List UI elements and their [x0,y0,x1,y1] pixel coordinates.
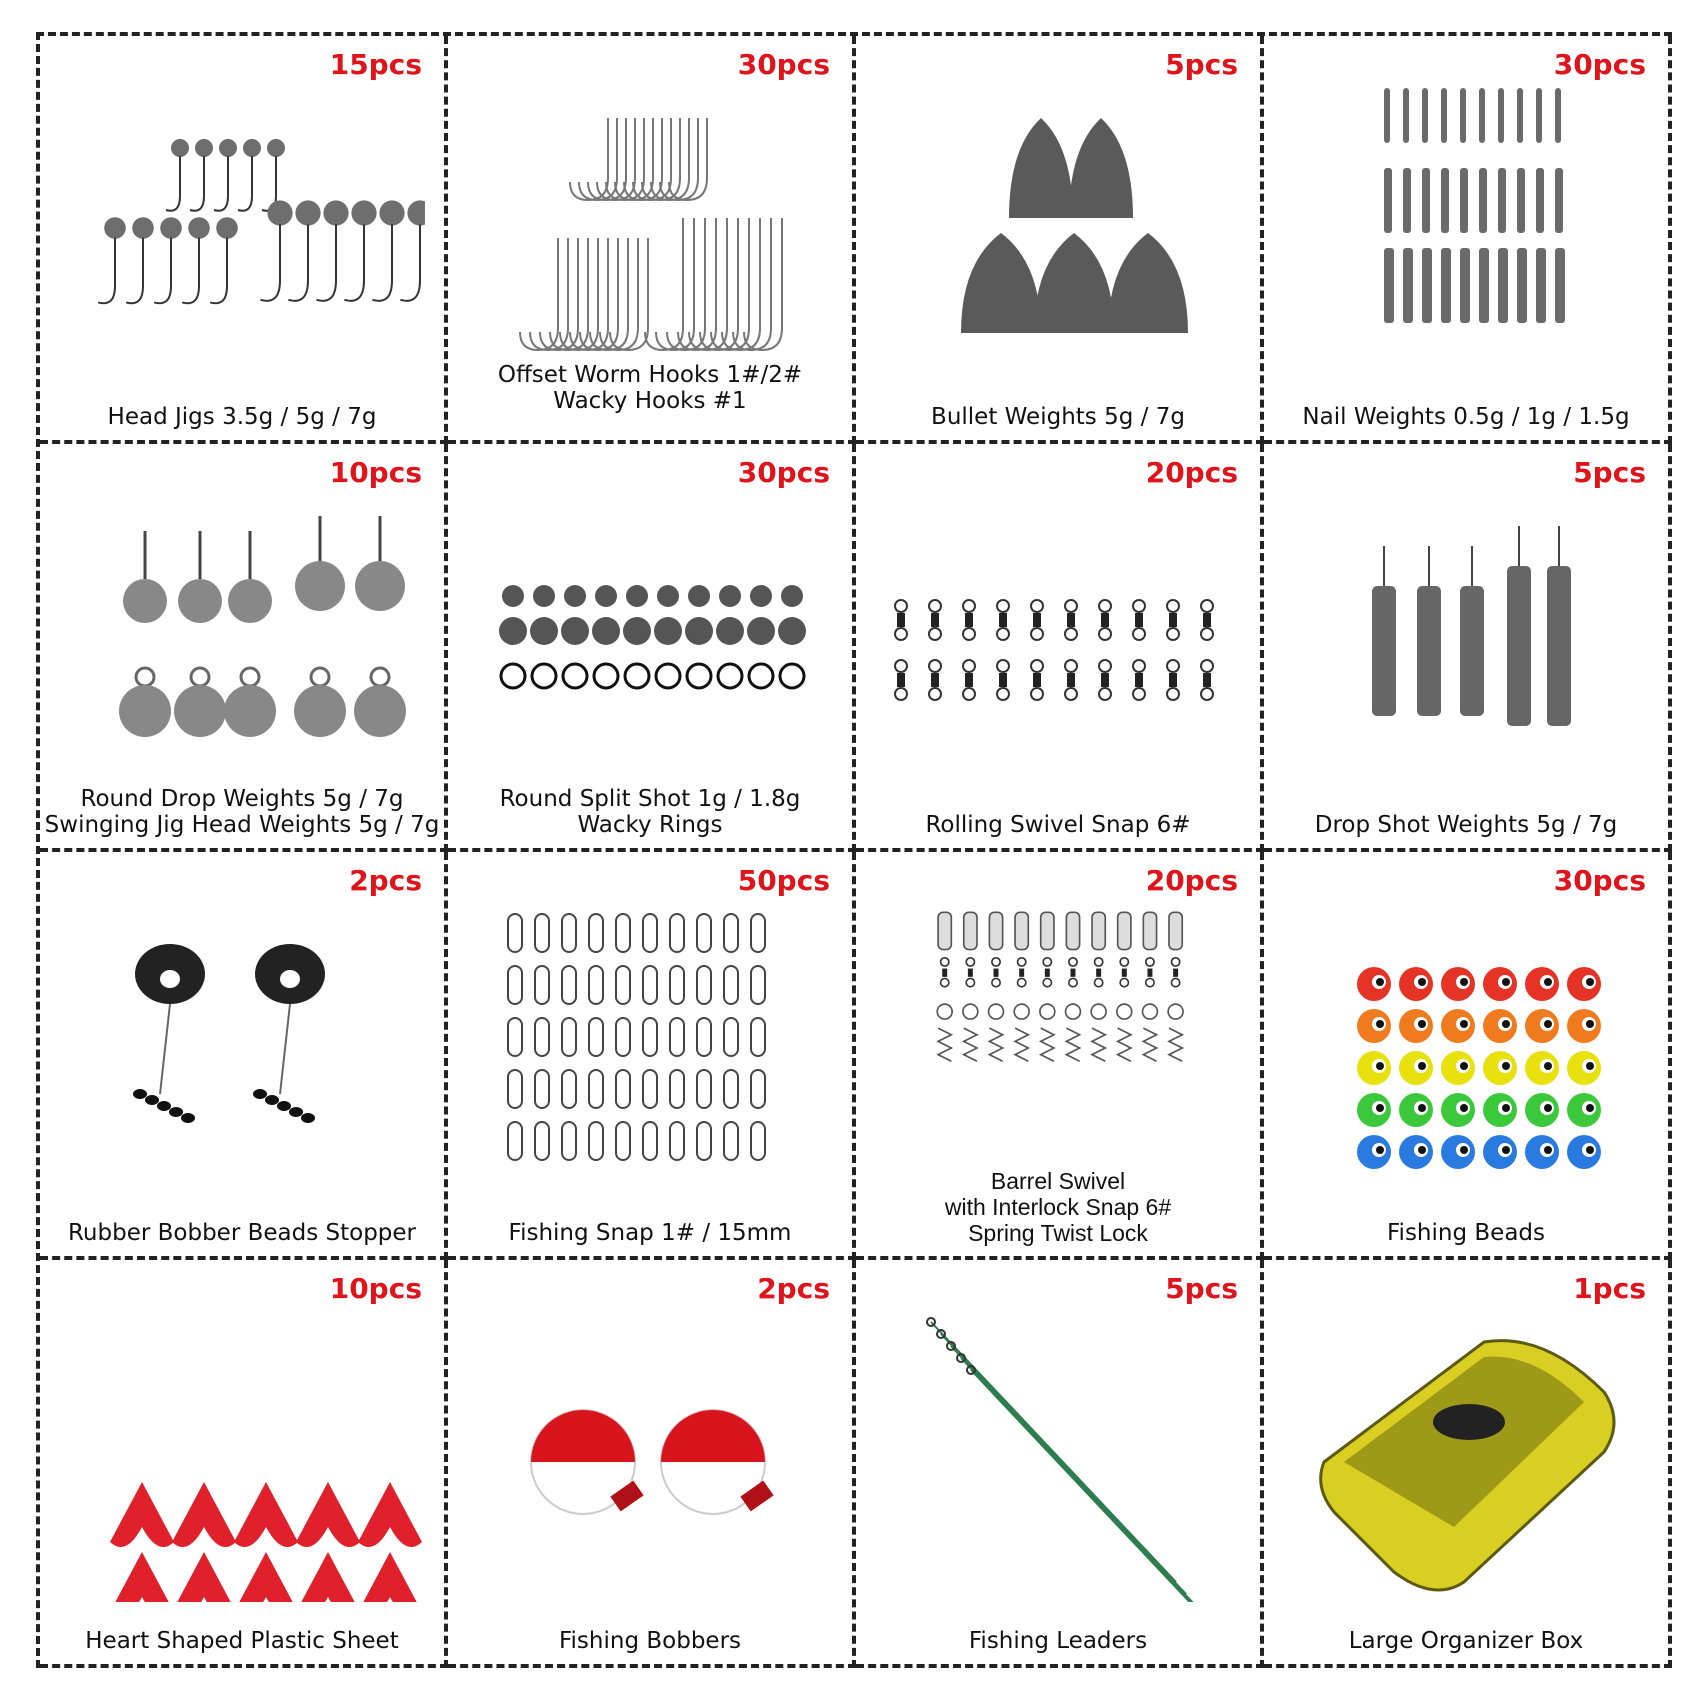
label-line: Fishing Snap 1# / 15mm [508,1220,792,1246]
label-line: Head Jigs 3.5g / 5g / 7g [107,404,377,430]
leader-icon [876,1312,1241,1602]
label-line: Round Split Shot 1g / 1.8g [499,786,801,812]
item-label [40,786,444,838]
item-bobber-stopper [40,852,448,1260]
count-badge: 10pcs [329,1272,422,1305]
illustration-graphic [876,496,1241,786]
fishing-bead-icon [1284,904,1649,1194]
item-label [1264,812,1668,838]
item-leaders [856,1260,1264,1668]
count-badge: 30pcs [1553,864,1646,897]
count-badge: 5pcs [1573,456,1646,489]
bullet-weight-icon [876,88,1241,378]
label-line: Drop Shot Weights 5g / 7g [1314,812,1618,838]
label-line: Wacky Rings [577,812,723,838]
jig-head-icon [60,88,425,378]
item-label [856,1168,1260,1246]
count-badge: 20pcs [1145,456,1238,489]
count-badge: 50pcs [737,864,830,897]
nail-weight-icon [1284,88,1649,378]
label-line: Rolling Swivel Snap 6# [925,812,1191,838]
item-label [1264,404,1668,430]
item-drop-shot-weights [1264,444,1672,852]
label-line: Nail Weights 0.5g / 1g / 1.5g [1302,404,1630,430]
fishing-snap-icon [468,904,833,1194]
illustration-graphic [876,904,1241,1144]
illustration-graphic [1284,496,1649,786]
illustration-graphic [60,904,425,1194]
item-label [856,812,1260,838]
label-line: Fishing Bobbers [558,1628,742,1654]
item-label [40,1628,444,1654]
item-worm-hooks [448,36,856,444]
item-heart-sheet [40,1260,448,1668]
item-rolling-swivel [856,444,1264,852]
drop-shot-icon [1284,496,1649,786]
count-badge: 20pcs [1145,864,1238,897]
item-label [448,1628,852,1654]
item-label [856,1628,1260,1654]
item-barrel-swivel [856,852,1264,1260]
illustration-graphic [1284,88,1649,378]
label-line: Offset Worm Hooks 1#/2# [497,362,803,388]
organizer-box-icon [1284,1312,1649,1602]
label-line: Wacky Hooks #1 [553,388,747,414]
barrel-swivel-icon [876,904,1241,1144]
count-badge: 30pcs [737,456,830,489]
item-bobbers [448,1260,856,1668]
item-label [448,362,852,414]
count-badge: 15pcs [329,48,422,81]
label-line: Fishing Leaders [968,1628,1148,1654]
bobber-stopper-icon [60,904,425,1194]
item-split-shot [448,444,856,852]
product-grid [36,32,1672,1668]
item-label [856,404,1260,430]
split-shot-icon [468,496,833,786]
illustration-graphic [60,1312,425,1602]
illustration-graphic [876,88,1241,378]
count-badge: 30pcs [737,48,830,81]
swivel-icon [876,496,1241,786]
count-badge: 1pcs [1573,1272,1646,1305]
count-badge: 10pcs [329,456,422,489]
label-line: Fishing Beads [1387,1220,1545,1246]
item-label [1264,1220,1668,1246]
item-fishing-snap [448,852,856,1260]
label-line: Rubber Bobber Beads Stopper [67,1220,417,1246]
label-line: Bullet Weights 5g / 7g [931,404,1185,430]
worm-hook-icon [468,88,833,378]
label-line: Large Organizer Box [1348,1628,1584,1654]
label-line: Swinging Jig Head Weights 5g / 7g [44,812,440,838]
illustration-graphic [60,88,425,378]
item-label [448,786,852,838]
count-badge: 2pcs [757,1272,830,1305]
round-weight-icon [60,496,425,786]
item-head-jigs [40,36,448,444]
illustration-graphic [468,904,833,1194]
label-line: Spring Twist Lock [968,1220,1148,1246]
illustration-graphic [876,1312,1241,1602]
item-round-drop-weights [40,444,448,852]
label-line: Heart Shaped Plastic Sheet [85,1628,399,1654]
count-badge: 5pcs [1165,1272,1238,1305]
label-line: Barrel Swivel [990,1168,1126,1194]
item-label [1264,1628,1668,1654]
heart-sheet-icon [60,1312,425,1602]
label-line: Round Drop Weights 5g / 7g [80,786,404,812]
count-badge: 5pcs [1165,48,1238,81]
bobber-icon [468,1312,833,1602]
item-label [40,1220,444,1246]
illustration-graphic [468,1312,833,1602]
label-line: with Interlock Snap 6# [944,1194,1172,1220]
item-fishing-beads [1264,852,1672,1260]
illustration-graphic [468,88,833,378]
illustration-graphic [1284,904,1649,1194]
item-label [448,1220,852,1246]
count-badge: 30pcs [1553,48,1646,81]
item-organizer-box [1264,1260,1672,1668]
item-nail-weights [1264,36,1672,444]
count-badge: 2pcs [349,864,422,897]
illustration-graphic [1284,1312,1649,1602]
illustration-graphic [468,496,833,786]
item-bullet-weights [856,36,1264,444]
item-label [40,404,444,430]
illustration-graphic [60,496,425,786]
